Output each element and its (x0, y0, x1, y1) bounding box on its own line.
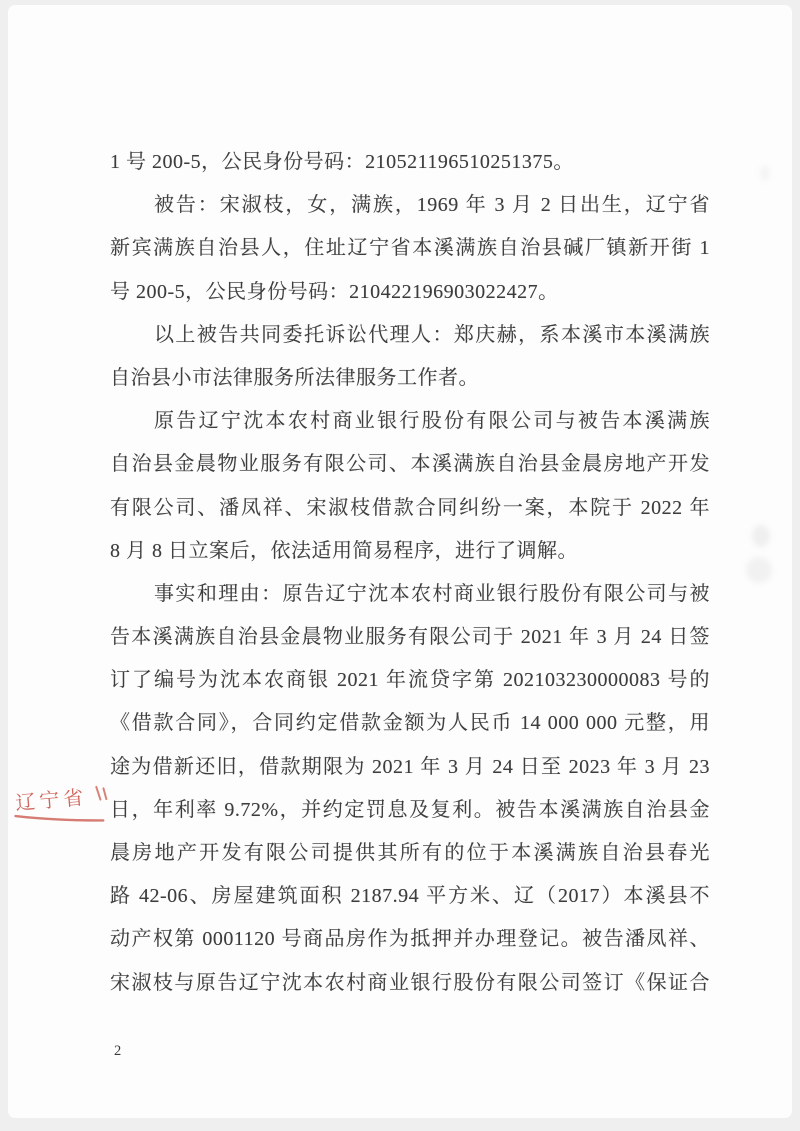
text-line: 原告辽宁沈本农村商业银行股份有限公司与被告本溪满族 (154, 410, 710, 433)
text-line: 有限公司、潘凤祥、宋淑枝借款合同纠纷一案，本院于 2022 年 (110, 496, 710, 519)
text-line: 号 200-5，公民身份号码：210422196903022427。 (110, 280, 559, 303)
text-line: 日，年利率 9.72%，并约定罚息及复利。被告本溪满族自治县金 (110, 798, 710, 821)
text-line: 自治县小市法律服务所法律服务工作者。 (110, 366, 479, 389)
text-line: 宋淑枝与原告辽宁沈本农村商业银行股份有限公司签订《保证合 (110, 971, 710, 994)
text-line: 以上被告共同委托诉讼代理人：郑庆赫，系本溪市本溪满族 (154, 323, 710, 346)
text-line: 自治县金晨物业服务有限公司、本溪满族自治县金晨房地产开发 (110, 453, 710, 476)
text-line: 晨房地产开发有限公司提供其所有的位于本溪满族自治县春光 (110, 842, 710, 864)
text-line: 被告：宋淑枝，女，满族，1969 年 3 月 2 日出生，辽宁省 (154, 194, 710, 217)
text-line: 途为借新还旧，借款期限为 2021 年 3 月 24 日至 2023 年 3 月 23 (110, 755, 710, 778)
text-line: 8 月 8 日立案后，依法适用简易程序，进行了调解。 (110, 539, 578, 562)
text-line: 动产权第 0001120 号商品房作为抵押并办理登记。被告潘凤祥、 (110, 928, 710, 951)
text-line: 《借款合同》，合同约定借款金额为人民币 14 000 000 元整，用 (110, 712, 710, 735)
red-seal-graphic (12, 780, 116, 838)
text-line: 1 号 200-5，公民身份号码：210521196510251375。 (110, 151, 574, 173)
scan-smudge (746, 557, 772, 583)
text-line: 路 42-06、房屋建筑面积 2187.94 平方米、辽（2017）本溪县不 (110, 885, 710, 908)
red-seal-fragment (12, 780, 116, 838)
page-number: 2 (114, 1043, 122, 1059)
scan-smudge (760, 165, 770, 181)
scan-smudge (752, 525, 770, 547)
text-line: 事实和理由：原告辽宁沈本农村商业银行股份有限公司与被 (154, 582, 710, 605)
text-line: 新宾满族自治县人，住址辽宁省本溪满族自治县碱厂镇新开街 1 (110, 237, 710, 260)
document-page (8, 5, 792, 1118)
seal-partial-character (96, 786, 106, 800)
seal-text: 辽宁省 (14, 786, 89, 815)
text-line: 订了编号为沈本农商银 2021 年流贷字第 202103230000083 号的 (110, 669, 710, 692)
document-text (110, 141, 710, 1005)
text-line: 告本溪满族自治县金晨物业服务有限公司于 2021 年 3 月 24 日签 (110, 626, 710, 649)
